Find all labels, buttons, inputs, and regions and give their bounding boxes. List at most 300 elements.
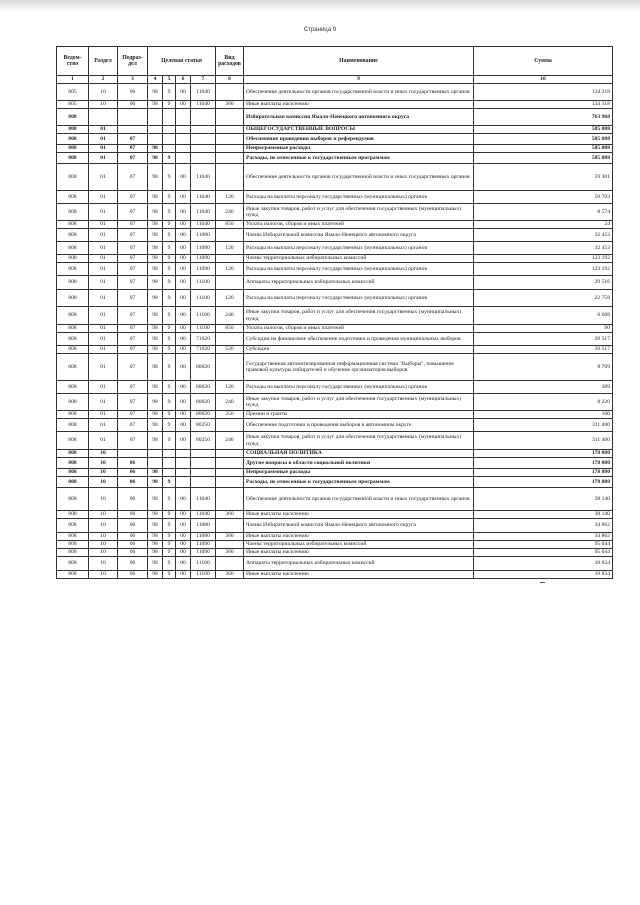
cell-naimenovanie: Субсидии	[244, 346, 474, 354]
cell-vedomstvo: 808	[57, 255, 89, 263]
header-naimenovanie: Наименование	[244, 47, 474, 76]
cell-kod: 11090	[191, 255, 216, 263]
cell-vedomstvo: 808	[57, 290, 89, 307]
cell-naimenovanie: Иные закупки товаров, работ и услуг для обеспечения государственных (муниципальных) нужд	[244, 394, 474, 411]
cell-podprogramma: 00	[176, 571, 191, 579]
cell-podprogramma: 00	[176, 101, 191, 109]
cell-napravlenie: 9	[163, 255, 176, 263]
cell-vedomstvo: 808	[57, 346, 89, 354]
cell-vid-raskhodov	[216, 469, 244, 477]
cell-vedomstvo: 808	[57, 221, 89, 229]
table-row	[57, 242, 613, 255]
cell-podrazdel: 07	[118, 411, 148, 419]
cell-vid-raskhodov	[216, 276, 244, 290]
cell-kod: 80020	[191, 354, 216, 381]
column-number: 7	[191, 76, 216, 84]
table-row	[57, 458, 613, 469]
cell-naimenovanie: Расходы на выплаты персоналу государственных (муниципальных) органов	[244, 191, 474, 204]
cell-vid-raskhodov	[216, 333, 244, 346]
cell-podrazdel: 07	[118, 221, 148, 229]
cell-programma: 98	[148, 477, 163, 488]
cell-naimenovanie: Расходы на выплаты персоналу государственных (муниципальных) органов	[244, 242, 474, 255]
cell-podprogramma: 00	[176, 411, 191, 419]
cell-naimenovanie: Обеспечение проведения выборов и референдумов	[244, 134, 474, 145]
cell-kod: 11040	[191, 488, 216, 511]
cell-programma: 98	[148, 346, 163, 354]
cell-podprogramma: 00	[176, 394, 191, 411]
cell-razdel	[89, 109, 118, 126]
cell-summa: 100	[474, 411, 613, 419]
cell-podrazdel: 06	[118, 488, 148, 511]
cell-programma: 98	[148, 381, 163, 394]
cell-podprogramma: 00	[176, 432, 191, 450]
cell-kod: 11040	[191, 204, 216, 221]
cell-naimenovanie: Непрограммные расходы	[244, 145, 474, 153]
cell-napravlenie: 9	[163, 419, 176, 432]
cell-summa: 20 517	[474, 346, 613, 354]
cell-napravlenie: 9	[163, 290, 176, 307]
cell-kod: 80250	[191, 432, 216, 450]
cell-naimenovanie: Обеспечение деятельности органов государственной власти и иных государственных органов	[244, 84, 474, 101]
cell-summa: 178 880	[474, 477, 613, 488]
cell-napravlenie	[163, 458, 176, 469]
cell-napravlenie: 9	[163, 164, 176, 191]
cell-podrazdel: 07	[118, 229, 148, 242]
cell-napravlenie: 9	[163, 411, 176, 419]
cell-naimenovanie: Иные выплаты населению	[244, 571, 474, 579]
cell-vid-raskhodov	[216, 541, 244, 549]
cell-podprogramma	[176, 126, 191, 134]
cell-podprogramma	[176, 450, 191, 458]
cell-podrazdel: 07	[118, 307, 148, 325]
cell-kod	[191, 469, 216, 477]
cell-podrazdel: 06	[118, 519, 148, 533]
cell-programma: 98	[148, 153, 163, 164]
cell-naimenovanie: Избирательная комиссия Ямало-Ненецкого автономного округа	[244, 109, 474, 126]
cell-vid-raskhodov	[216, 557, 244, 571]
cell-podrazdel: 07	[118, 164, 148, 191]
cell-napravlenie: 9	[163, 325, 176, 333]
cell-vid-raskhodov	[216, 519, 244, 533]
table-row	[57, 488, 613, 511]
cell-vedomstvo: 808	[57, 325, 89, 333]
cell-razdel: 01	[89, 290, 118, 307]
cell-vid-raskhodov: 120	[216, 242, 244, 255]
cell-vid-raskhodov: 240	[216, 394, 244, 411]
header-vid-raskhodov: Вид расходов	[216, 47, 244, 76]
cell-podprogramma	[176, 458, 191, 469]
table-row	[57, 153, 613, 164]
cell-napravlenie	[163, 450, 176, 458]
cell-podrazdel: 07	[118, 276, 148, 290]
cell-naimenovanie: Иные закупки товаров, работ и услуг для обеспечения государственных (муниципальных) нужд	[244, 432, 474, 450]
cell-podrazdel: 06	[118, 458, 148, 469]
cell-podrazdel: 07	[118, 191, 148, 204]
cell-kod: 80250	[191, 419, 216, 432]
cell-podprogramma: 00	[176, 325, 191, 333]
cell-napravlenie	[163, 469, 176, 477]
cell-razdel: 01	[89, 242, 118, 255]
cell-summa: 585 088	[474, 145, 613, 153]
cell-podprogramma	[176, 109, 191, 126]
cell-programma: 98	[148, 191, 163, 204]
cell-napravlenie: 9	[163, 557, 176, 571]
cell-razdel: 01	[89, 411, 118, 419]
cell-vid-raskhodov	[216, 134, 244, 145]
table-row	[57, 469, 613, 477]
cell-podrazdel: 06	[118, 477, 148, 488]
cell-razdel: 10	[89, 450, 118, 458]
cell-razdel: 01	[89, 419, 118, 432]
cell-vedomstvo: 808	[57, 126, 89, 134]
cell-programma: 98	[148, 229, 163, 242]
cell-summa: 50 703	[474, 191, 613, 204]
cell-napravlenie: 9	[163, 354, 176, 381]
cell-podrazdel	[118, 126, 148, 134]
table-row	[57, 109, 613, 126]
cell-vid-raskhodov	[216, 488, 244, 511]
cell-podprogramma: 00	[176, 354, 191, 381]
cell-napravlenie: 9	[163, 153, 176, 164]
cell-razdel: 01	[89, 126, 118, 134]
cell-summa: 38 140	[474, 511, 613, 519]
cell-podprogramma	[176, 469, 191, 477]
cell-podrazdel: 07	[118, 145, 148, 153]
cell-vedomstvo: 808	[57, 549, 89, 557]
cell-summa: 10 834	[474, 557, 613, 571]
cell-kod	[191, 477, 216, 488]
cell-napravlenie: 9	[163, 533, 176, 541]
cell-vedomstvo: 808	[57, 571, 89, 579]
cell-programma	[148, 109, 163, 126]
cell-kod: 11040	[191, 84, 216, 101]
cell-kod: 11100	[191, 307, 216, 325]
cell-vid-raskhodov: 120	[216, 381, 244, 394]
cell-vid-raskhodov: 360	[216, 549, 244, 557]
cell-summa: 8 574	[474, 204, 613, 221]
table-row	[57, 346, 613, 354]
cell-podprogramma: 00	[176, 221, 191, 229]
cell-vid-raskhodov	[216, 419, 244, 432]
cell-naimenovanie: Члены территориальных избирательных комиссий	[244, 255, 474, 263]
cell-vedomstvo: 808	[57, 242, 89, 255]
cell-vedomstvo: 808	[57, 394, 89, 411]
cell-naimenovanie: Иные закупки товаров, работ и услуг для обеспечения государственных (муниципальных) нужд	[244, 204, 474, 221]
cell-programma: 98	[148, 419, 163, 432]
cell-podprogramma: 00	[176, 84, 191, 101]
column-number: 10	[474, 76, 613, 84]
cell-programma	[148, 450, 163, 458]
cell-programma: 98	[148, 255, 163, 263]
cell-razdel: 01	[89, 394, 118, 411]
cell-napravlenie	[163, 126, 176, 134]
cell-napravlenie: 9	[163, 394, 176, 411]
cell-podrazdel: 07	[118, 354, 148, 381]
cell-podprogramma: 00	[176, 488, 191, 511]
cell-vid-raskhodov: 120	[216, 263, 244, 276]
cell-podrazdel	[118, 450, 148, 458]
cell-programma: 98	[148, 242, 163, 255]
cell-programma	[148, 126, 163, 134]
cell-napravlenie: 9	[163, 242, 176, 255]
cell-podrazdel: 07	[118, 204, 148, 221]
cell-naimenovanie: Иные выплаты населению	[244, 511, 474, 519]
cell-podrazdel	[118, 109, 148, 126]
cell-summa: 8 220	[474, 394, 613, 411]
cell-summa: 20 517	[474, 333, 613, 346]
cell-podrazdel: 07	[118, 134, 148, 145]
cell-podprogramma: 00	[176, 263, 191, 276]
cell-vedomstvo: 808	[57, 469, 89, 477]
cell-vid-raskhodov	[216, 164, 244, 191]
cell-vid-raskhodov: 120	[216, 290, 244, 307]
cell-razdel: 10	[89, 458, 118, 469]
cell-programma: 98	[148, 549, 163, 557]
cell-vedomstvo: 808	[57, 145, 89, 153]
cell-vedomstvo: 808	[57, 519, 89, 533]
cell-programma: 98	[148, 469, 163, 477]
table-row	[57, 101, 613, 109]
cell-napravlenie: 9	[163, 84, 176, 101]
cell-vid-raskhodov	[216, 126, 244, 134]
cell-razdel: 01	[89, 333, 118, 346]
cell-kod: 11100	[191, 276, 216, 290]
cell-vedomstvo: 808	[57, 134, 89, 145]
cell-summa: 6 668	[474, 307, 613, 325]
cell-razdel: 01	[89, 153, 118, 164]
cell-naimenovanie: ОБЩЕГОСУДАРСТВЕННЫЕ ВОПРОСЫ	[244, 126, 474, 134]
cell-podrazdel: 06	[118, 469, 148, 477]
header-razdel: Раздел	[89, 47, 118, 76]
cell-programma: 98	[148, 290, 163, 307]
cell-napravlenie: 9	[163, 549, 176, 557]
cell-razdel: 01	[89, 307, 118, 325]
cell-napravlenie: 9	[163, 101, 176, 109]
cell-napravlenie: 9	[163, 432, 176, 450]
cell-summa: 22 758	[474, 290, 613, 307]
cell-napravlenie: 9	[163, 541, 176, 549]
cell-summa: 311 400	[474, 432, 613, 450]
cell-vedomstvo: 808	[57, 488, 89, 511]
cell-napravlenie: 9	[163, 204, 176, 221]
cell-vedomstvo: 808	[57, 307, 89, 325]
cell-vedomstvo: 808	[57, 109, 89, 126]
cell-podrazdel: 07	[118, 290, 148, 307]
cell-vid-raskhodov	[216, 450, 244, 458]
cell-podprogramma: 00	[176, 255, 191, 263]
cell-programma: 98	[148, 557, 163, 571]
cell-vid-raskhodov	[216, 145, 244, 153]
budget-table	[56, 46, 613, 579]
cell-podprogramma: 00	[176, 381, 191, 394]
cell-podprogramma: 00	[176, 519, 191, 533]
cell-kod: 11040	[191, 511, 216, 519]
cell-podprogramma: 00	[176, 533, 191, 541]
cell-programma: 98	[148, 101, 163, 109]
cell-vedomstvo: 808	[57, 450, 89, 458]
cell-podrazdel: 06	[118, 511, 148, 519]
cell-programma: 98	[148, 204, 163, 221]
cell-programma: 98	[148, 354, 163, 381]
table-row	[57, 419, 613, 432]
cell-napravlenie: 9	[163, 276, 176, 290]
column-number: 5	[163, 76, 176, 84]
cell-napravlenie: 9	[163, 346, 176, 354]
cell-summa: 34 862	[474, 519, 613, 533]
cell-napravlenie: 9	[163, 263, 176, 276]
cell-summa: 134 318	[474, 101, 613, 109]
cell-kod: 11080	[191, 242, 216, 255]
cell-razdel: 01	[89, 276, 118, 290]
cell-podrazdel: 07	[118, 419, 148, 432]
cell-podrazdel: 06	[118, 84, 148, 101]
cell-naimenovanie: Обеспечение деятельности органов государственной власти и иных государственных органов	[244, 164, 474, 191]
cell-podprogramma: 00	[176, 541, 191, 549]
cell-podprogramma: 00	[176, 290, 191, 307]
cell-summa: 32 453	[474, 229, 613, 242]
cell-podrazdel: 07	[118, 255, 148, 263]
cell-kod: 11040	[191, 101, 216, 109]
cell-summa: 123 192	[474, 263, 613, 276]
cell-podrazdel: 06	[118, 541, 148, 549]
cell-summa: 585 088	[474, 153, 613, 164]
cell-vid-raskhodov	[216, 458, 244, 469]
column-number: 3	[118, 76, 148, 84]
cell-podrazdel: 06	[118, 533, 148, 541]
table-row	[57, 432, 613, 450]
cell-summa: 38 140	[474, 488, 613, 511]
cell-vid-raskhodov	[216, 84, 244, 101]
cell-razdel: 10	[89, 84, 118, 101]
cell-vid-raskhodov: 850	[216, 325, 244, 333]
cell-napravlenie: 9	[163, 571, 176, 579]
cell-programma: 98	[148, 488, 163, 511]
cell-podprogramma	[176, 134, 191, 145]
table-row	[57, 411, 613, 419]
cell-napravlenie: 9	[163, 519, 176, 533]
cell-programma: 98	[148, 325, 163, 333]
cell-vedomstvo: 808	[57, 333, 89, 346]
cell-vedomstvo: 808	[57, 229, 89, 242]
cell-kod: 11040	[191, 191, 216, 204]
cell-vedomstvo: 805	[57, 101, 89, 109]
cell-programma: 98	[148, 221, 163, 229]
cell-programma: 98	[148, 411, 163, 419]
cell-vedomstvo: 808	[57, 541, 89, 549]
cell-summa: 178 880	[474, 469, 613, 477]
cell-razdel: 01	[89, 221, 118, 229]
cell-napravlenie: 9	[163, 477, 176, 488]
cell-napravlenie: 9	[163, 381, 176, 394]
cell-naimenovanie: Расходы на выплаты персоналу государственных (муниципальных) органов	[244, 263, 474, 276]
cell-naimenovanie: Государственная автоматизированная информационная система "Выборы", повышение правовой культуры избирателей и обучение организаторов выборов	[244, 354, 474, 381]
cell-summa: 95 044	[474, 541, 613, 549]
table-row	[57, 511, 613, 519]
cell-naimenovanie: Субсидии на финансовое обеспечение подготовки и проведения муниципальных выборов	[244, 333, 474, 346]
cell-summa: 24	[474, 221, 613, 229]
cell-naimenovanie: Иные выплаты населению	[244, 549, 474, 557]
cell-podrazdel: 07	[118, 242, 148, 255]
cell-podrazdel: 07	[118, 346, 148, 354]
cell-summa: 8 709	[474, 354, 613, 381]
cell-naimenovanie: Иные выплаты населению	[244, 533, 474, 541]
cell-podprogramma: 00	[176, 242, 191, 255]
cell-summa: 90	[474, 325, 613, 333]
cell-podprogramma	[176, 477, 191, 488]
cell-programma: 98	[148, 511, 163, 519]
cell-vedomstvo: 808	[57, 419, 89, 432]
cell-napravlenie	[163, 109, 176, 126]
cell-podprogramma: 00	[176, 307, 191, 325]
cell-naimenovanie: Обеспечение деятельности органов государственной власти и иных государственных органов	[244, 488, 474, 511]
cell-vid-raskhodov	[216, 153, 244, 164]
table-row	[57, 276, 613, 290]
cell-napravlenie: 9	[163, 191, 176, 204]
cell-kod: 80020	[191, 394, 216, 411]
table-row	[57, 394, 613, 411]
table-row	[57, 255, 613, 263]
cell-razdel: 01	[89, 204, 118, 221]
cell-naimenovanie: Уплата налогов, сборов и иных платежей	[244, 325, 474, 333]
cell-kod	[191, 450, 216, 458]
cell-programma: 98	[148, 263, 163, 276]
cell-razdel: 01	[89, 164, 118, 191]
cell-razdel: 10	[89, 469, 118, 477]
cell-podrazdel: 07	[118, 263, 148, 276]
cell-vid-raskhodov: 350	[216, 411, 244, 419]
header-tselevaya-statya: Целевая статья	[148, 47, 216, 76]
cell-naimenovanie: Уплата налогов, сборов и иных платежей	[244, 221, 474, 229]
table-row	[57, 381, 613, 394]
cell-kod: 11090	[191, 263, 216, 276]
cell-razdel: 10	[89, 101, 118, 109]
cell-programma	[148, 458, 163, 469]
cell-vedomstvo: 808	[57, 533, 89, 541]
cell-podprogramma: 00	[176, 229, 191, 242]
table-row	[57, 145, 613, 153]
column-number: 4	[148, 76, 163, 84]
cell-razdel: 10	[89, 511, 118, 519]
cell-podprogramma: 00	[176, 511, 191, 519]
cell-razdel: 10	[89, 571, 118, 579]
table-row	[57, 204, 613, 221]
cell-summa: 311 400	[474, 419, 613, 432]
cell-kod: 11080	[191, 519, 216, 533]
cell-kod: 11100	[191, 571, 216, 579]
cell-vedomstvo: 808	[57, 381, 89, 394]
cell-kod: 11100	[191, 557, 216, 571]
cell-kod: 11100	[191, 290, 216, 307]
page-number-label: Страница 9	[303, 27, 337, 33]
cell-vedomstvo: 808	[57, 432, 89, 450]
cell-naimenovanie: Премии и гранты	[244, 411, 474, 419]
cell-naimenovanie: Члены Избирательной комиссии Ямало-Ненецкого автономного округа	[244, 519, 474, 533]
cell-vedomstvo: 808	[57, 458, 89, 469]
cell-summa: 10 834	[474, 571, 613, 579]
cell-razdel: 01	[89, 263, 118, 276]
table-row	[57, 325, 613, 333]
cell-napravlenie: 9	[163, 307, 176, 325]
cell-programma: 98	[148, 307, 163, 325]
cell-vedomstvo: 808	[57, 354, 89, 381]
cell-razdel: 01	[89, 229, 118, 242]
cell-vid-raskhodov: 360	[216, 101, 244, 109]
cell-naimenovanie: Обеспечение подготовки и проведения выборов в автономном округе	[244, 419, 474, 432]
cell-podrazdel: 07	[118, 333, 148, 346]
cell-vid-raskhodov: 360	[216, 571, 244, 579]
cell-summa: 178 880	[474, 458, 613, 469]
scan-mark	[540, 582, 545, 583]
